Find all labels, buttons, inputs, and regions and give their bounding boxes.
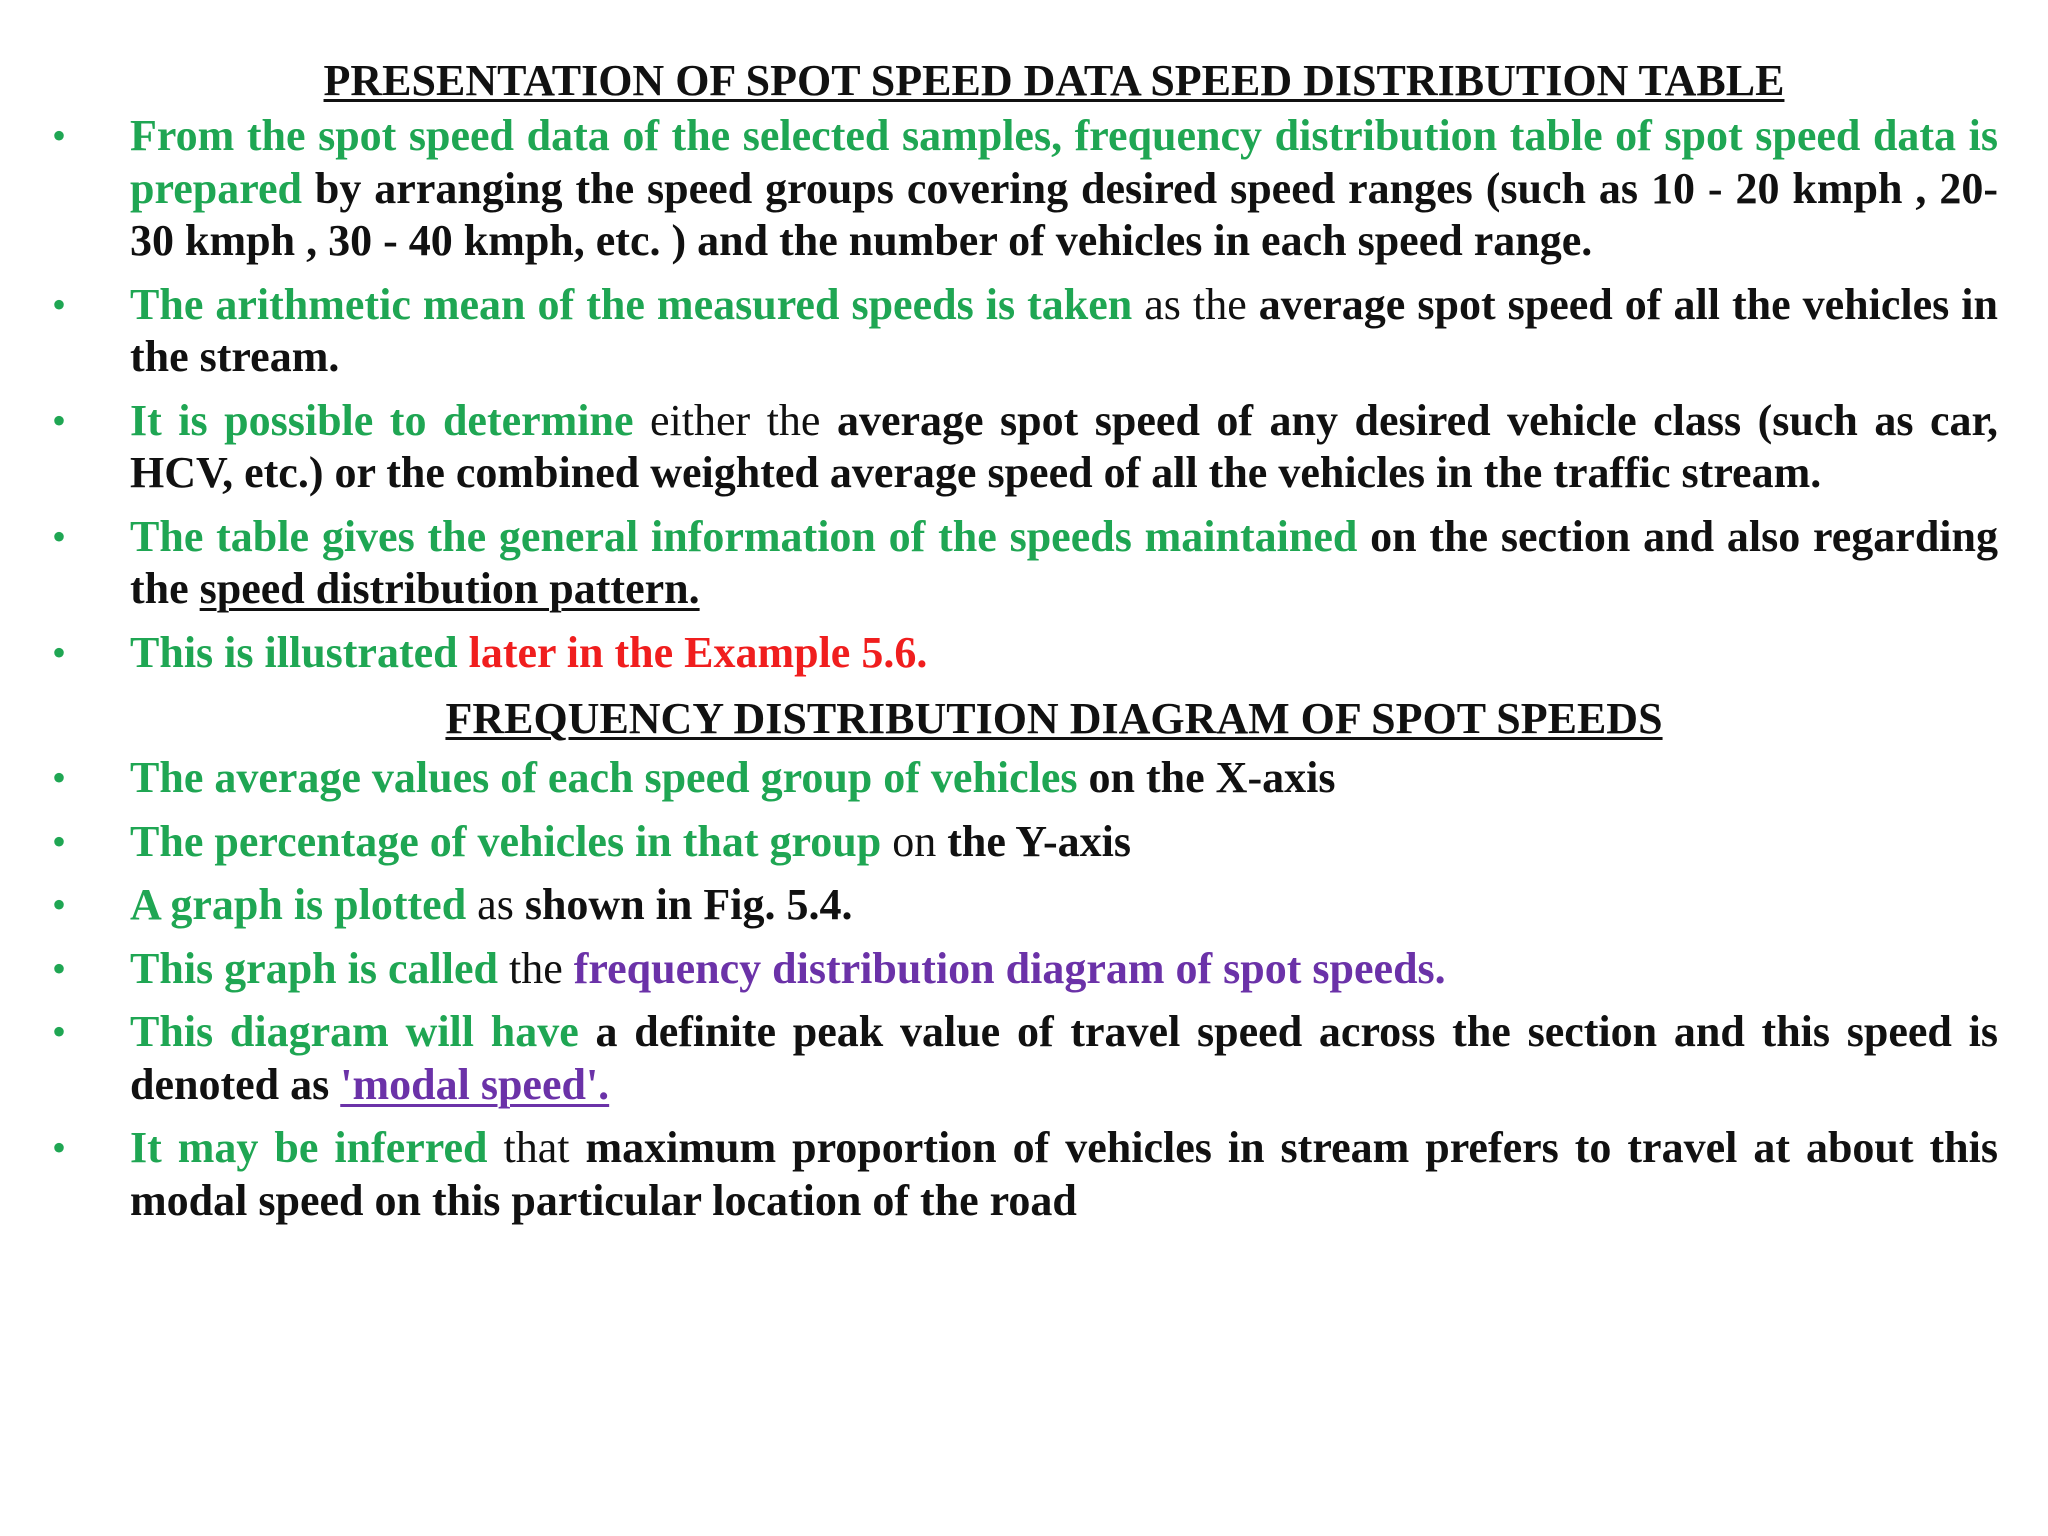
body-text-bold: on the X-axis: [1077, 753, 1336, 802]
body-text-bold: shown in Fig. 5.4.: [524, 880, 853, 929]
body-text-bold: the Y-axis: [947, 816, 1131, 866]
bullet-item: [40, 879, 1998, 932]
bullet-item: [40, 816, 1998, 869]
bullet-list-distribution-table: [40, 110, 1998, 679]
section-heading-speed-distribution-table: PRESENTATION OF SPOT SPEED DATA SPEED DISTRIBUTION TABLE: [323, 56, 1785, 105]
body-text-regular: as the: [1132, 279, 1259, 329]
bullet-icon: •: [52, 513, 67, 559]
highlight-text-green: The arithmetic mean of the measured speeds is taken: [130, 279, 1133, 329]
bullet-icon: •: [52, 629, 67, 675]
bullet-icon: •: [52, 818, 67, 864]
key-term-modal-speed: 'modal speed'.: [340, 1059, 610, 1109]
bullet-item: [40, 110, 1998, 268]
underlined-term: speed distribution pattern.: [199, 564, 700, 613]
bullet-icon: •: [52, 1125, 67, 1170]
body-text-bold: on the section and also regarding the: [130, 511, 1998, 613]
bullet-item: [40, 627, 1998, 680]
key-term-purple: frequency distribution diagram of spot speeds.: [573, 943, 1446, 993]
body-text-bold: a definite peak value of travel speed across the section and this speed is denoted as: [130, 1007, 1998, 1109]
body-text-regular: the: [497, 943, 574, 993]
bullet-list-frequency-diagram: [40, 752, 1998, 1227]
highlight-text-green: The average values of each speed group of vehicles: [130, 753, 1078, 802]
body-text-regular: as: [466, 880, 525, 929]
body-text-bold: average spot speed of any desired vehicle class (such as car, HCV, etc.) or the combined weighted average speed of all the vehicles in the traffic stream.: [130, 395, 1999, 497]
bullet-item: [40, 1006, 1998, 1111]
highlight-text-green: The table gives the general information of the speeds maintained: [130, 511, 1358, 561]
bullet-icon: •: [52, 945, 67, 991]
bullet-icon: •: [52, 397, 67, 443]
body-text-regular: that: [487, 1123, 586, 1172]
bullet-item: [40, 511, 1998, 616]
bullet-icon: •: [52, 281, 67, 327]
highlight-text-green: The percentage of vehicles in that group: [130, 816, 882, 866]
bullet-item: [40, 279, 1998, 384]
body-text-bold: by arranging the speed groups covering desired speed ranges (such as 10 - 20 kmph , 20-30 kmph , 30 - 40 kmph, etc. ) and the number of vehicles in each speed range.: [130, 163, 1998, 265]
highlight-text-green: It may be inferred: [130, 1123, 488, 1172]
bullet-item: [40, 395, 1998, 500]
highlight-text-green: A graph is plotted: [130, 880, 467, 929]
highlight-text-green: It is possible to determine: [130, 395, 634, 445]
highlight-text-green: From the spot speed data of the selected samples, frequency distribution table of spot speed data is prepared: [130, 111, 1998, 213]
body-text-bold: average spot speed of all the vehicles in the stream.: [130, 279, 1998, 381]
bullet-item: [40, 943, 1998, 996]
body-text-regular: either the: [633, 395, 837, 445]
bullet-icon: •: [52, 1009, 67, 1054]
highlight-text-green: This is illustrated: [130, 627, 469, 677]
bullet-item: [40, 752, 1998, 805]
body-text-regular: on: [881, 816, 948, 866]
bullet-icon: •: [52, 882, 67, 927]
bullet-icon: •: [52, 755, 67, 800]
bullet-item: [40, 1122, 1998, 1227]
highlight-text-green: This graph is called: [130, 943, 498, 993]
reference-text-red: later in the Example 5.6.: [468, 627, 928, 677]
body-text-bold: maximum proportion of vehicles in stream prefers to travel at about this modal speed on this particular location of the road: [130, 1123, 1999, 1225]
section-heading-frequency-diagram: FREQUENCY DISTRIBUTION DIAGRAM OF SPOT SPEEDS: [445, 694, 1663, 743]
highlight-text-green: This diagram will have: [130, 1007, 579, 1056]
bullet-icon: •: [52, 113, 67, 158]
